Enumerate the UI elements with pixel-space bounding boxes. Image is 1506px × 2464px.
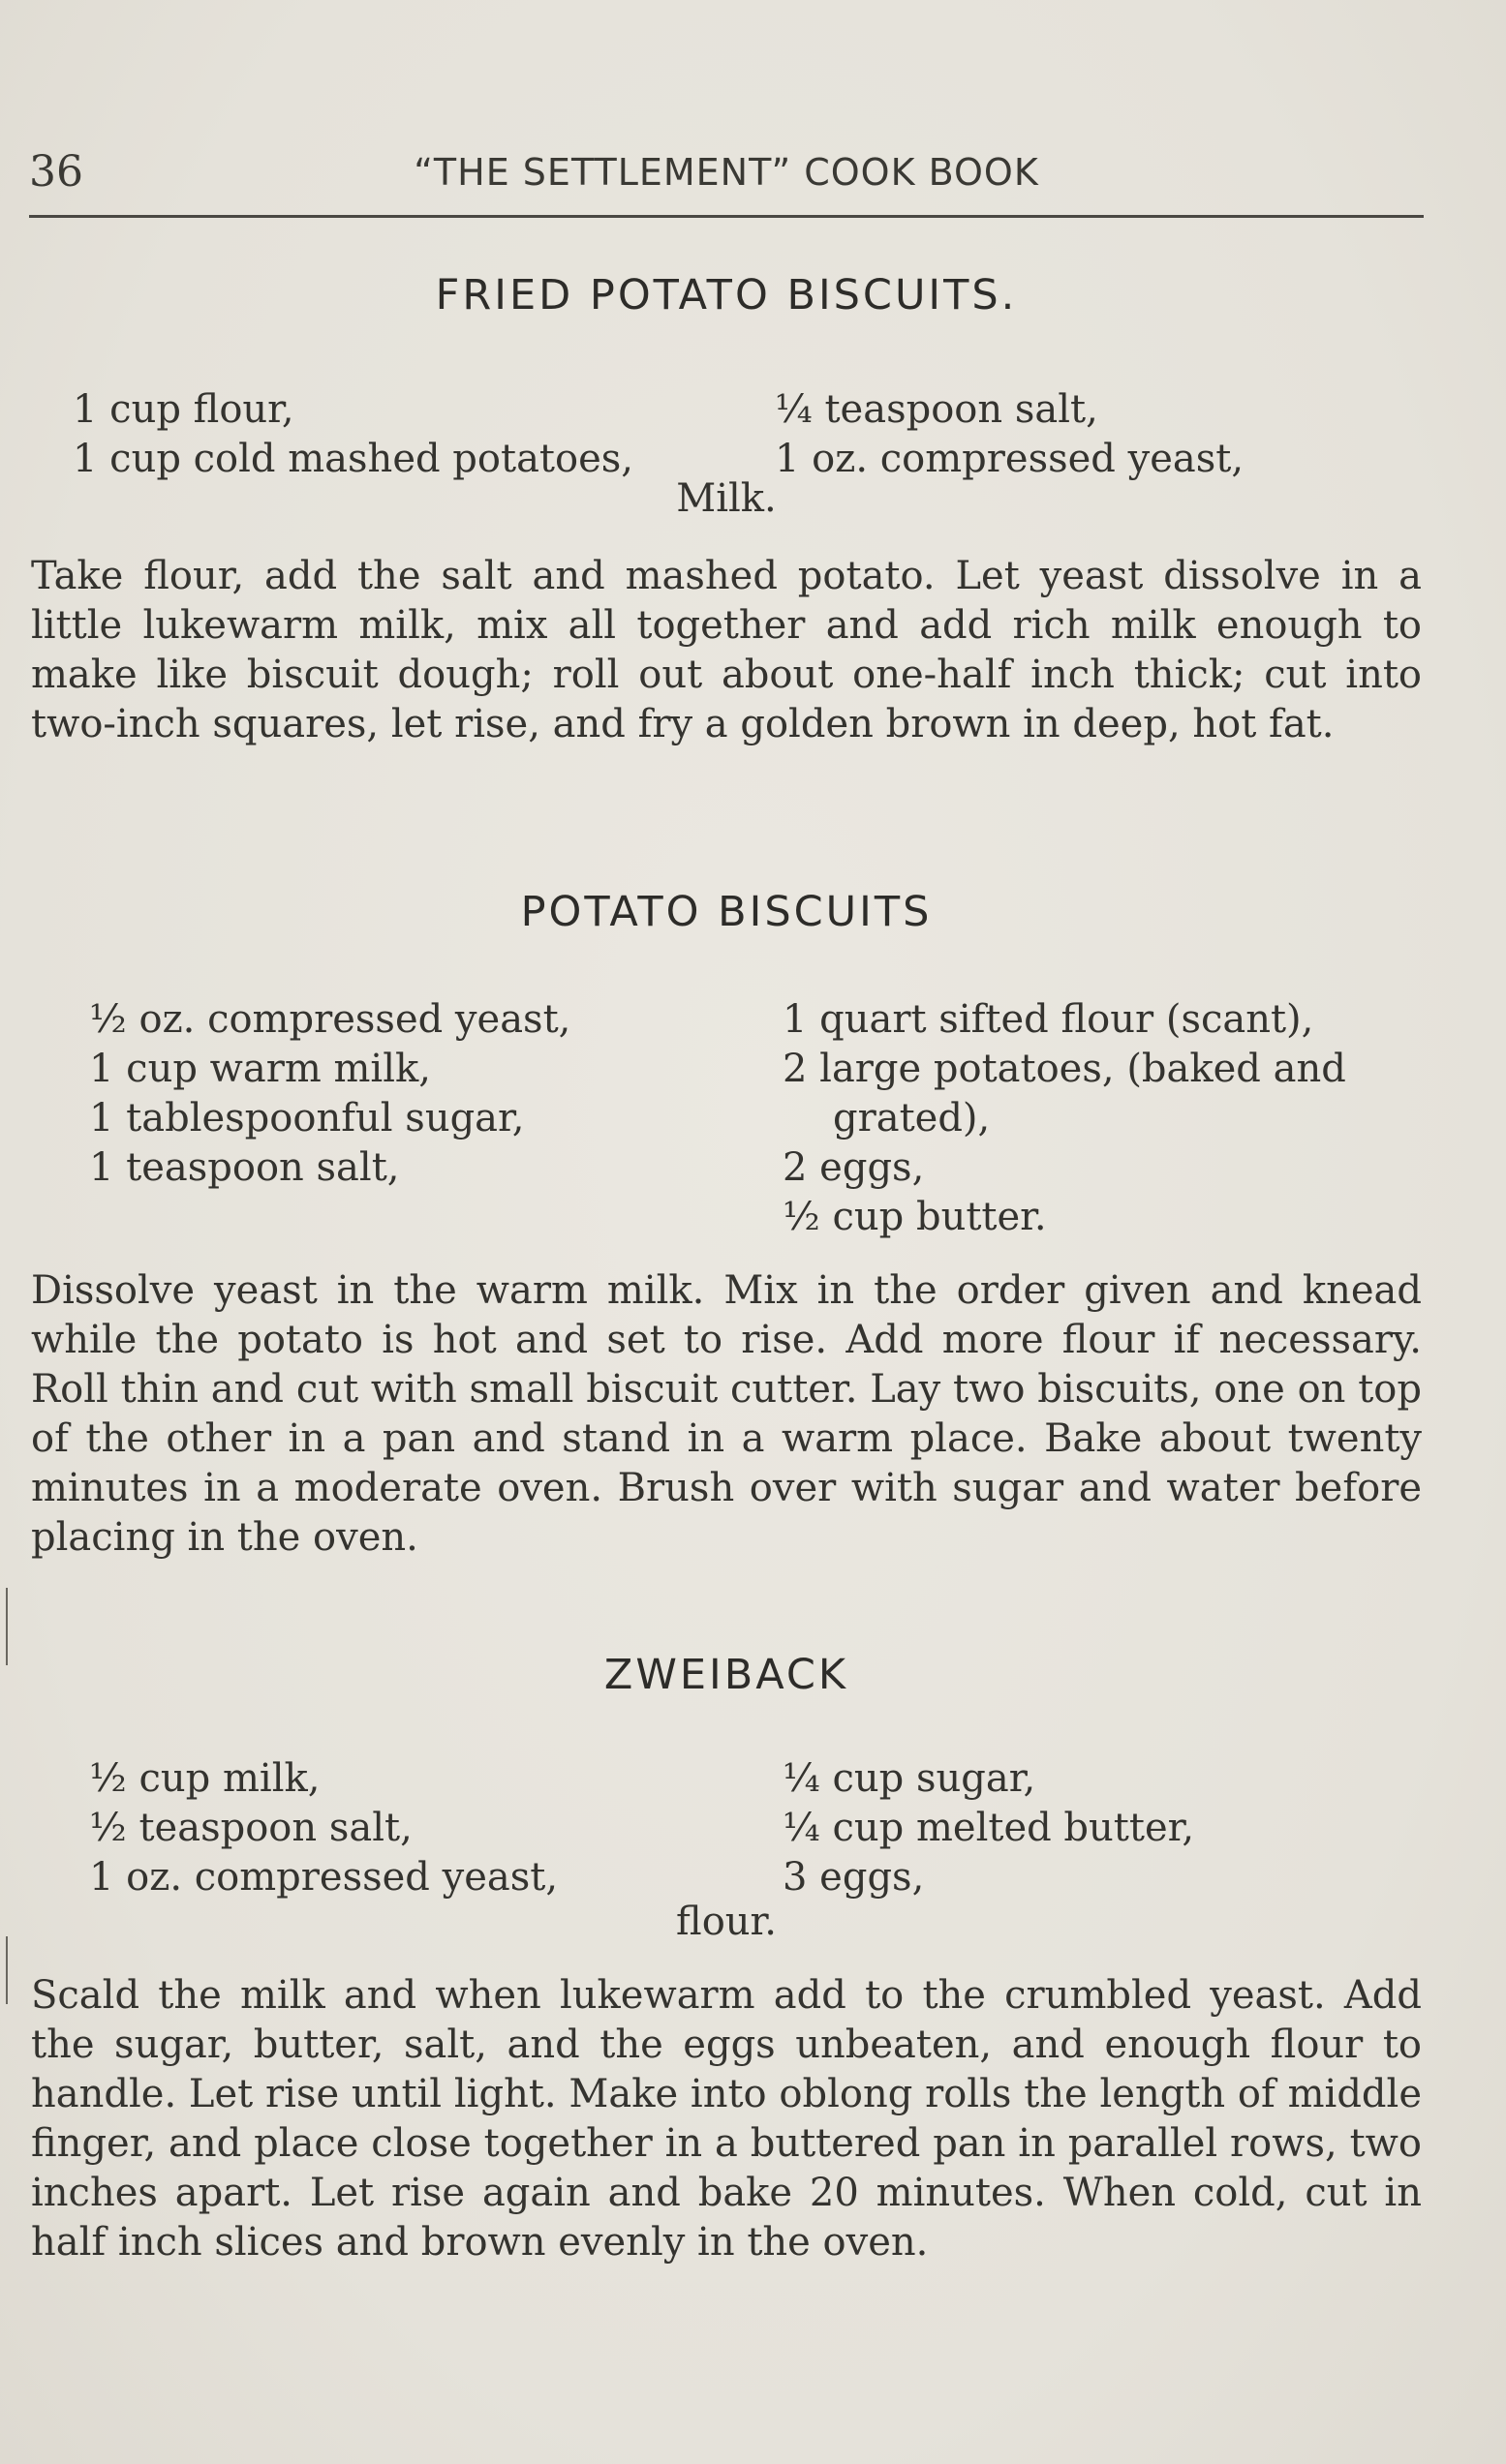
ingredients-left-fried-potato-biscuits xyxy=(73,385,633,484)
ingredient: ½ cup butter. xyxy=(783,1195,1047,1239)
ingredient: ½ oz. compressed yeast, xyxy=(89,997,571,1042)
ingredients-right-fried-potato-biscuits xyxy=(775,385,1244,484)
running-title: “THE SETTLEMENT” COOK BOOK xyxy=(414,151,1039,194)
ingredients-right-zweiback xyxy=(783,1754,1194,1902)
ingredient: 1 cup warm milk, xyxy=(89,1047,431,1091)
ingredient: 1 cup cold mashed potatoes, xyxy=(73,437,633,481)
ingredients-left-potato-biscuits xyxy=(89,995,570,1193)
ingredient: 2 eggs, xyxy=(783,1145,925,1190)
ingredient-center-fried-potato-biscuits: Milk. xyxy=(676,476,777,521)
ingredient: 1 cup flour, xyxy=(73,387,294,432)
recipe-title-zweiback: ZWEIBACK xyxy=(603,1651,849,1699)
recipe-title-potato-biscuits: POTATO BISCUITS xyxy=(520,888,933,936)
ingredient-center-zweiback: flour. xyxy=(676,1900,777,1944)
recipe-title-fried-potato-biscuits: FRIED POTATO BISCUITS. xyxy=(435,271,1018,319)
margin-mark xyxy=(6,1936,8,2004)
ingredient: ¼ cup sugar, xyxy=(783,1756,1036,1801)
ingredient: ½ teaspoon salt, xyxy=(89,1806,413,1850)
margin-mark xyxy=(6,1588,8,1665)
method-potato-biscuits: Dissolve yeast in the warm milk. Mix in the order given and knead while the potato is hot and set to rise. Add more flour if necessary. Roll thin and cut with small biscuit cutter. Lay two biscuits, one on top of the other in a pan and stand in a warm place. Bake about twenty minutes in a moderate oven. Brush over with sugar and water before placing in the oven. xyxy=(31,1268,1422,1560)
method-fried-potato-biscuits: Take flour, add the salt and mashed potato. Let yeast dissolve in a little lukewarm milk, mix all together and add rich milk enough to make like biscuit dough; roll out about one-half inch thick; cut into two-inch squares, let rise, and fry a golden brown in deep, hot fat. xyxy=(31,554,1422,746)
ingredient: ¼ teaspoon salt, xyxy=(775,387,1098,432)
ingredient: 1 quart sifted flour (scant), xyxy=(783,997,1314,1042)
ingredient: 1 teaspoon salt, xyxy=(89,1145,400,1190)
ingredient: 2 large potatoes, (baked and xyxy=(783,1047,1346,1091)
header-rule xyxy=(29,215,1424,218)
page-header xyxy=(29,143,1424,201)
ingredients-left-zweiback xyxy=(89,1754,558,1902)
ingredient: ½ cup milk, xyxy=(89,1756,321,1801)
page-number: 36 xyxy=(29,147,83,197)
ingredient: 1 oz. compressed yeast, xyxy=(775,437,1245,481)
ingredients-right-potato-biscuits xyxy=(783,995,1346,1242)
ingredient: grated), xyxy=(833,1096,991,1141)
method-zweiback: Scald the milk and when lukewarm add to the crumbled yeast. Add the sugar, butter, salt, and the eggs unbeaten, and enough flour to handle. Let rise until light. Make into oblong rolls the length of middle finger, and place close together in a buttered pan in parallel rows, two inches apart. Let rise again and bake 20 minutes. When cold, cut in half inch slices and brown evenly in the oven. xyxy=(31,1973,1422,2265)
ingredient: 1 tablespoonful sugar, xyxy=(89,1096,525,1141)
ingredient: ¼ cup melted butter, xyxy=(783,1806,1195,1850)
ingredient: 3 eggs, xyxy=(783,1855,925,1900)
ingredient: 1 oz. compressed yeast, xyxy=(89,1855,559,1900)
